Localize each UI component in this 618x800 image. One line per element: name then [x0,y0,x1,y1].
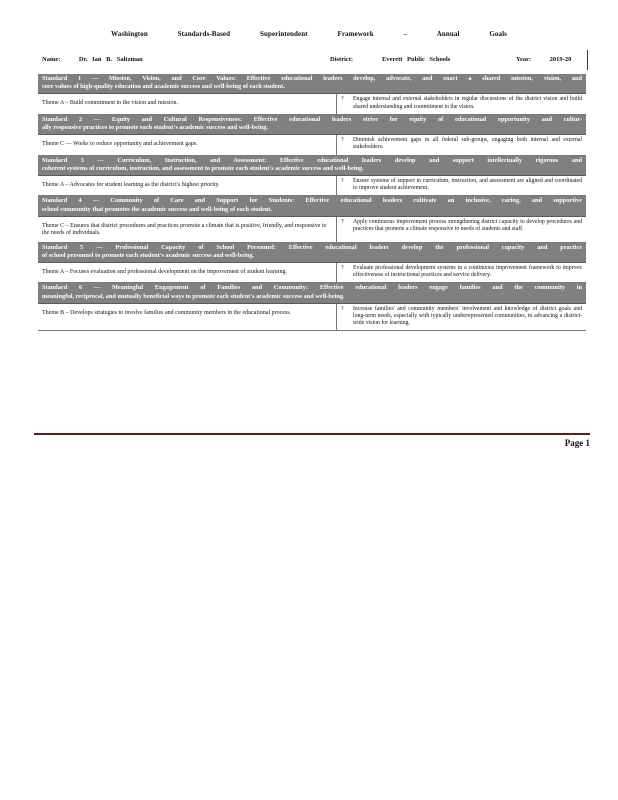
standards-table [38,74,586,331]
standard-header [38,283,586,303]
bullet-marker: ? [341,265,344,272]
standard-row [38,263,586,283]
name-value: Dr. Ian B. Saltzman [78,56,143,63]
standard-header-line: meaningful, reciprocal, and mutually beneficial ways to promote each student's academic success and well-being. [42,292,345,300]
standard-header-line: school community that promotes the academic success and well-being of each student. [42,205,273,213]
goal-cell [336,263,586,282]
theme-cell: Theme A – Focuses evaluation and professional development on the improvement of student learning. [42,269,287,276]
standard-section [38,196,586,242]
theme-cell: Theme C – Ensures that district procedures and practices promote a climate that is positive, friendly, and responsive to the needs of individuals. [42,222,327,237]
standard-row [38,176,586,196]
standard-section [38,74,586,115]
goal-cell [336,217,586,242]
header-divider [587,50,588,70]
goal-text: Evaluate professional development systems in a continuous improvement framework to improve effectiveness of instructional practices and service delivery. [353,265,582,279]
theme-cell: Theme B – Develops strategies to involve families and community members in the educational process. [42,309,292,316]
standard-header-line: ally responsive practices to promote each student's academic success and well-being. [42,124,268,132]
standard-section [38,283,586,331]
goal-text: Diminish achievement gaps in all federal sub-groups, engaging both internal and external stakeholders. [353,137,582,151]
standard-section [38,115,586,156]
goal-cell [336,304,586,331]
standard-header-line: Standard 4 — Community of Care and Support for Students: Effective educational leaders cultivate an inclusive, caring, and supportive [42,197,582,205]
standard-row [38,135,586,155]
goal-text: Ensure systems of support in curriculum, instruction, and assessment are aligned and coordinated to improve student achievement. [353,178,582,192]
standard-header-line: Standard 2 — Equity and Cultural Responsiveness: Effective educational leaders strive for equity of educational opportunity and cultur- [42,115,582,123]
document-title: Washington Standards-Based Superintendent Framework – Annual Goals [111,30,507,38]
standard-header-line: core values of high-quality education and academic success and well-being of each student. [42,83,285,91]
goal-text: Increase families' and community members' involvement and knowledge of district goals and long-term needs, especially with typically underrepresented communities, in advancing a district-wide vision for learning. [353,305,582,327]
standard-section [38,243,586,284]
standard-header-line: coherent systems of curriculum, instruction, and assessment to promote each student's academic success and well-being. [42,164,364,172]
standard-header [38,243,586,263]
district-value: Everett Public Schools [381,56,451,63]
page-number: Page 1 [564,438,590,448]
goal-cell [336,135,586,154]
footer-rule [34,433,590,435]
bullet-marker: ? [341,218,344,225]
bullet-marker: ? [341,137,344,144]
goal-text: Apply continuous improvement process strengthening district capacity to develop procedures and practices that promote a climate responsive to needs of students and staff. [353,218,582,233]
standard-row [38,304,586,332]
standard-header-line: Standard 1 — Mission, Vision, and Core Values: Effective educational leaders develop, advocate, and enact a shared mission, vision, and [42,75,582,82]
standard-row [38,217,586,243]
standard-header-line: Standard 3 — Curriculum, Instruction, and Assessment: Effective educational leaders develop and support intellectually rigorous and [42,156,582,164]
year-field [516,56,571,63]
theme-cell: Theme A – Build commitment to the vision and mission. [42,100,178,107]
theme-cell: Theme C — Works to reduce opportunity and achievement gaps. [42,141,198,148]
standard-header [38,74,586,94]
year-value: 2019-20 [549,56,572,63]
name-label: Name: [42,56,61,63]
standard-row [38,94,586,114]
standard-header-line: Standard 5 — Professional Capacity of School Personnel: Effective educational leaders develop the professional capacity and practice [42,243,582,251]
standard-header [38,115,586,135]
district-label: District: [330,56,354,63]
theme-cell: Theme A – Advocates for student learning as the district's highest priority. [42,182,220,189]
header-info-row [42,56,588,68]
bullet-marker: ? [341,96,344,103]
bullet-marker: ? [341,178,344,185]
goal-text: Engage internal and external stakeholders in regular discussions of the district vision and build shared understanding and commitment to the vision. [353,96,582,110]
name-field [42,56,143,63]
standard-header-line: of school personnel to promote each student's academic success and well-being. [42,251,255,259]
standard-header [38,196,586,216]
goal-cell [336,94,586,113]
standard-header-line: Standard 6 — Meaningful Engagement of Families and Community: Effective educational leaders engage families and the community in [42,284,582,292]
year-label: Year: [516,56,532,63]
goal-cell [336,176,586,195]
standard-header [38,156,586,176]
standard-section [38,156,586,197]
bullet-marker: ? [341,305,344,312]
district-field [330,56,450,63]
